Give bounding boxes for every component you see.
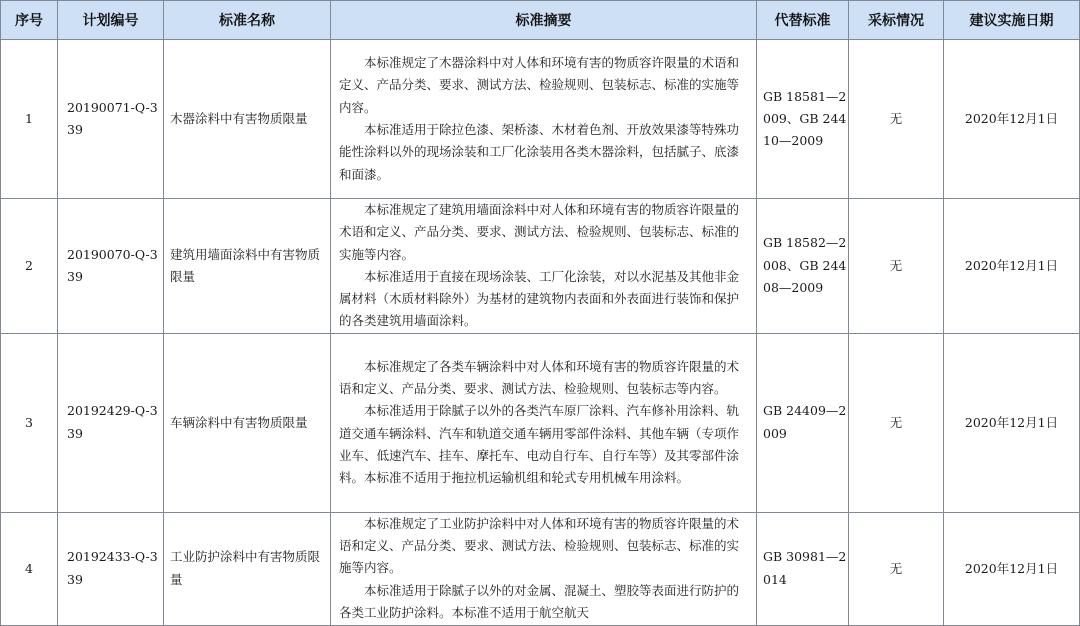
cell-replaces xyxy=(757,199,849,334)
summary-paragraph-applicability: 本标准适用于直接在现场涂装、工厂化涂装，对以水泥基及其他非金属材料（木质材料除外）为基材的建筑物内表面和外表面进行装饰和保护的各类建筑用墙面涂料。 xyxy=(339,268,740,329)
cell-summary xyxy=(331,199,757,334)
cell-status: 无 xyxy=(849,512,944,625)
table-row xyxy=(1,40,1080,199)
cell-date: 2020年12月1日 xyxy=(944,333,1080,512)
cell-name: 木器涂料中有害物质限量 xyxy=(164,40,331,199)
cell-no: 1 xyxy=(1,40,58,199)
cell-name: 车辆涂料中有害物质限量 xyxy=(164,333,331,512)
cell-code xyxy=(58,199,164,334)
plan-code: 20192429-Q-339 xyxy=(67,403,158,441)
cell-code xyxy=(58,40,164,199)
replaced-standards: GB 18582—2008、GB 24408—2009 xyxy=(763,235,847,296)
cell-name: 工业防护涂料中有害物质限量 xyxy=(164,512,331,625)
cell-no: 4 xyxy=(1,512,58,625)
cell-status: 无 xyxy=(849,333,944,512)
plan-code: 20190070-Q-339 xyxy=(67,246,158,284)
cell-date: 2020年12月1日 xyxy=(944,40,1080,199)
cell-name: 建筑用墙面涂料中有害物质限量 xyxy=(164,199,331,334)
table-row xyxy=(1,199,1080,334)
summary-paragraph-scope: 本标准规定了建筑用墙面涂料中对人体和环境有害的物质容许限量的术语和定义、产品分类、要求、测试方法、检验规则、包装标志、标准的实施等内容。 xyxy=(339,202,740,262)
header-row xyxy=(1,1,1080,40)
cell-replaces xyxy=(757,512,849,625)
cell-no: 3 xyxy=(1,333,58,512)
summary-paragraph-scope: 本标准规定了工业防护涂料中对人体和环境有害的物质容许限量的术语和定义、产品分类、要求、测试方法、检验规则、包装标志、标准的实施等内容。 xyxy=(339,515,740,576)
summary-paragraph-scope: 本标准规定了各类车辆涂料中对人体和环境有害的物质容许限量的术语和定义、产品分类、要求、测试方法、检验规则、包装标志等内容。 xyxy=(339,358,740,397)
header-replaces: 代替标准 xyxy=(757,1,849,40)
cell-date: 2020年12月1日 xyxy=(944,199,1080,334)
table-row xyxy=(1,333,1080,512)
replaced-standards: GB 18581—2009、GB 24410—2009 xyxy=(763,88,847,149)
cell-replaces xyxy=(757,40,849,199)
plan-code: 20190071-Q-339 xyxy=(67,99,158,137)
cell-code xyxy=(58,512,164,625)
cell-status: 无 xyxy=(849,40,944,199)
plan-code: 20192433-Q-339 xyxy=(67,549,158,587)
replaced-standards: GB 30981—2014 xyxy=(763,549,847,587)
summary-paragraph-applicability: 本标准适用于除腻子以外的各类汽车原厂涂料、汽车修补用涂料、轨道交通车辆涂料、汽车和轨道交通车辆用零部件涂料、其他车辆（专项作业车、低速汽车、挂车、摩托车、电动自行车、自行车等）及其零部件涂料。本标准不适用于拖拉机运输机组和轮式专用机械车用涂料。 xyxy=(339,403,740,486)
cell-date: 2020年12月1日 xyxy=(944,512,1080,625)
cell-code xyxy=(58,333,164,512)
header-code: 计划编号 xyxy=(58,1,164,40)
summary-paragraph-scope: 本标准规定了木器涂料中对人体和环境有害的物质容许限量的术语和定义、产品分类、要求、测试方法、检验规则、包装标志、标准的实施等内容。 xyxy=(339,55,740,115)
header-date: 建议实施日期 xyxy=(944,1,1080,40)
header-no: 序号 xyxy=(1,1,58,40)
cell-no: 2 xyxy=(1,199,58,334)
summary-paragraph-applicability: 本标准适用于除腻子以外的对金属、混凝土、塑胶等表面进行防护的各类工业防护涂料。本标准不适用于航空航天 xyxy=(339,582,740,620)
cell-summary xyxy=(331,512,757,625)
table-row xyxy=(1,512,1080,625)
cell-summary xyxy=(331,333,757,512)
cell-summary xyxy=(331,40,757,199)
cell-replaces xyxy=(757,333,849,512)
summary-paragraph-applicability: 本标准适用于除拉色漆、架桥漆、木材着色剂、开放效果漆等特殊功能性涂料以外的现场涂装和工厂化涂装用各类木器涂料，包括腻子、底漆和面漆。 xyxy=(339,122,740,182)
header-status: 采标情况 xyxy=(849,1,944,40)
header-summary: 标准摘要 xyxy=(331,1,757,40)
header-name: 标准名称 xyxy=(164,1,331,40)
replaced-standards: GB 24409—2009 xyxy=(763,403,847,441)
cell-status: 无 xyxy=(849,199,944,334)
